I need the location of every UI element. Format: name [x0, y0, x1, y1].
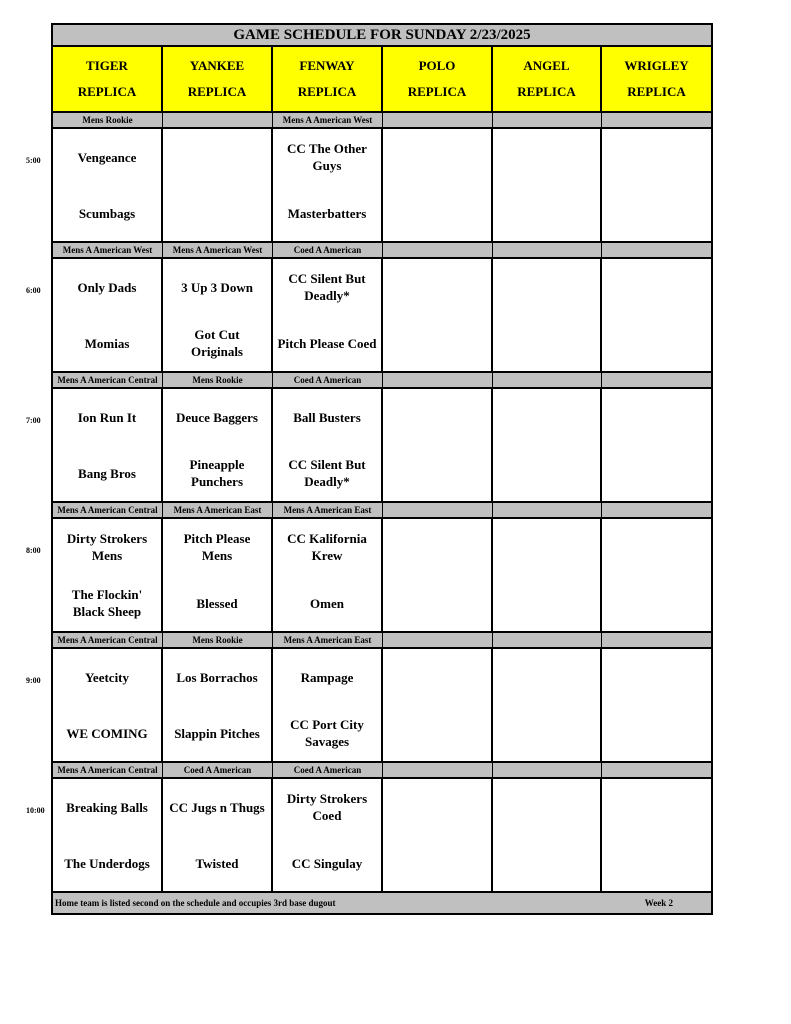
game-cell [383, 389, 493, 501]
time-label: 6:00 [26, 286, 41, 295]
division-label: Mens A American East [273, 633, 383, 647]
field-header-fenway [273, 47, 383, 111]
away-team: Yeetcity [84, 669, 130, 685]
field-subtitle: REPLICA [77, 84, 137, 100]
away-team [602, 129, 711, 185]
division-label [602, 243, 711, 257]
home-team [383, 705, 491, 761]
field-subtitle: REPLICA [517, 84, 576, 100]
game-cell [383, 649, 493, 761]
home-team: WE COMING [66, 725, 148, 741]
division-label [602, 373, 711, 387]
game-slot-row [51, 779, 713, 893]
game-cell [273, 129, 383, 241]
game-cell [602, 129, 711, 241]
away-team: 3 Up 3 Down [181, 279, 253, 295]
away-team [602, 389, 711, 445]
field-header-row [51, 47, 713, 113]
home-team: Bang Bros [78, 465, 136, 481]
game-cell [53, 129, 163, 241]
home-team: CC Port City Savages [290, 717, 364, 749]
division-label: Mens A American West [273, 113, 383, 127]
away-team [602, 779, 711, 835]
home-team: Pineapple Punchers [189, 457, 245, 489]
game-cell [602, 779, 711, 891]
field-header-yankee [163, 47, 273, 111]
away-team [383, 779, 491, 835]
game-cell [53, 649, 163, 761]
away-team: Only Dads [77, 279, 137, 295]
division-row [51, 763, 713, 779]
division-label [383, 633, 493, 647]
away-team [602, 649, 711, 705]
division-label: Coed A American [273, 763, 383, 777]
division-label: Mens Rookie [163, 633, 273, 647]
game-slot-row [51, 259, 713, 373]
field-name: TIGER [86, 57, 128, 73]
game-cell [602, 649, 711, 761]
division-label [163, 113, 273, 127]
game-cell [53, 519, 163, 631]
division-label [493, 503, 602, 517]
away-team: Breaking Balls [66, 799, 148, 815]
game-cell [493, 129, 602, 241]
home-team [602, 705, 711, 761]
home-team [383, 185, 491, 241]
away-team: Vengeance [77, 149, 137, 165]
schedule-title: GAME SCHEDULE FOR SUNDAY 2/23/2025 [51, 23, 713, 47]
division-label: Mens A American Central [53, 633, 163, 647]
game-cell [163, 129, 273, 241]
game-cell [273, 779, 383, 891]
away-team: Deuce Baggers [176, 409, 258, 425]
game-cell [383, 129, 493, 241]
away-team [163, 129, 271, 185]
home-team [602, 445, 711, 501]
time-label: 5:00 [26, 156, 41, 165]
game-cell [383, 259, 493, 371]
field-name: FENWAY [299, 57, 355, 73]
game-cell [493, 389, 602, 501]
away-team [383, 389, 491, 445]
away-team [493, 519, 600, 575]
game-cell [53, 259, 163, 371]
away-team [383, 519, 491, 575]
division-label: Mens A American East [163, 503, 273, 517]
field-subtitle: REPLICA [407, 84, 467, 100]
division-label [383, 113, 493, 127]
time-label: 10:00 [26, 806, 45, 815]
home-team [383, 445, 491, 501]
game-cell [493, 519, 602, 631]
division-row [51, 503, 713, 519]
away-team [493, 779, 600, 835]
home-team [602, 185, 711, 241]
home-team [602, 835, 711, 891]
field-header-polo [383, 47, 493, 111]
game-cell [273, 259, 383, 371]
home-team [163, 185, 271, 241]
away-team: Ion Run It [77, 409, 137, 425]
home-team: Masterbatters [287, 205, 367, 221]
home-team: The Underdogs [64, 855, 150, 871]
division-label: Coed A American [273, 243, 383, 257]
home-team: Momias [84, 335, 130, 351]
away-team [383, 129, 491, 185]
home-team: CC Singulay [291, 855, 363, 871]
away-team: CC Jugs n Thugs [169, 799, 265, 815]
game-slot-row [51, 649, 713, 763]
game-slot-row [51, 389, 713, 503]
home-team: CC Silent But Deadly* [288, 457, 366, 489]
game-cell [163, 389, 273, 501]
away-team: CC Kalifornia Krew [287, 531, 367, 563]
home-team [602, 315, 711, 371]
game-cell [273, 389, 383, 501]
division-label: Mens A American West [163, 243, 273, 257]
division-label: Mens A American East [273, 503, 383, 517]
time-label: 9:00 [26, 676, 41, 685]
home-team: Slappin Pitches [174, 725, 260, 741]
division-label [493, 113, 602, 127]
game-slot-row [51, 129, 713, 243]
division-label [383, 373, 493, 387]
away-team: Pitch Please Mens [183, 531, 251, 563]
division-label [602, 763, 711, 777]
field-name: ANGEL [523, 57, 570, 73]
schedule-footer [51, 893, 713, 915]
game-cell [493, 649, 602, 761]
away-team: CC Silent But Deadly* [288, 271, 366, 303]
division-label [602, 113, 711, 127]
home-team: Omen [310, 595, 344, 611]
game-cell [383, 779, 493, 891]
division-row [51, 243, 713, 259]
home-team [602, 575, 711, 631]
division-label [383, 763, 493, 777]
division-label [493, 763, 602, 777]
field-header-tiger [53, 47, 163, 111]
away-team [493, 129, 600, 185]
away-team: Dirty Strokers Mens [66, 531, 148, 563]
division-label [493, 373, 602, 387]
division-label [493, 243, 602, 257]
division-label: Mens A American Central [53, 763, 163, 777]
division-label: Mens A American Central [53, 373, 163, 387]
home-team [493, 835, 600, 891]
home-team [493, 575, 600, 631]
home-team: Got Cut Originals [190, 327, 243, 359]
division-label: Mens Rookie [163, 373, 273, 387]
home-team [493, 705, 600, 761]
field-subtitle: REPLICA [297, 84, 357, 100]
away-team [383, 259, 491, 315]
division-row [51, 113, 713, 129]
home-team: Pitch Please Coed [277, 335, 377, 351]
division-row [51, 633, 713, 649]
field-name: YANKEE [189, 57, 245, 73]
game-cell [493, 259, 602, 371]
division-label: Mens A American Central [53, 503, 163, 517]
away-team [602, 519, 711, 575]
field-header-wrigley [602, 47, 711, 111]
field-subtitle: REPLICA [627, 84, 686, 100]
division-label [602, 503, 711, 517]
division-label: Mens Rookie [53, 113, 163, 127]
field-name: POLO [418, 57, 456, 73]
away-team [493, 259, 600, 315]
game-cell [53, 779, 163, 891]
home-team: The Flockin' Black Sheep [71, 587, 143, 619]
away-team [602, 259, 711, 315]
game-cell [493, 779, 602, 891]
division-label: Mens A American West [53, 243, 163, 257]
home-team: Blessed [196, 595, 238, 611]
game-cell [602, 259, 711, 371]
game-cell [602, 389, 711, 501]
home-team [383, 835, 491, 891]
field-name: WRIGLEY [624, 57, 689, 73]
division-label [383, 243, 493, 257]
time-slots [51, 113, 713, 893]
away-team: Los Borrachos [176, 669, 258, 685]
away-team [493, 389, 600, 445]
division-row [51, 373, 713, 389]
home-team [493, 445, 600, 501]
game-slot-row [51, 519, 713, 633]
game-cell [383, 519, 493, 631]
field-header-angel [493, 47, 602, 111]
away-team: CC The Other Guys [287, 141, 367, 173]
game-cell [273, 519, 383, 631]
game-cell [273, 649, 383, 761]
away-team [493, 649, 600, 705]
home-team: Twisted [195, 855, 239, 871]
division-label [493, 633, 602, 647]
game-cell [53, 389, 163, 501]
division-label [383, 503, 493, 517]
away-team: Dirty Strokers Coed [286, 791, 368, 823]
away-team: Rampage [300, 669, 354, 685]
home-team [383, 575, 491, 631]
game-cell [163, 259, 273, 371]
home-team-note: Home team is listed second on the schedule and occupies 3rd base dugout [55, 898, 336, 908]
away-team: Ball Busters [293, 409, 361, 425]
home-team [493, 185, 600, 241]
week-label: Week 2 [644, 898, 673, 908]
time-label: 8:00 [26, 546, 41, 555]
home-team [493, 315, 600, 371]
game-cell [163, 649, 273, 761]
home-team: Scumbags [78, 205, 136, 221]
home-team [383, 315, 491, 371]
schedule-table [51, 23, 713, 915]
game-cell [163, 519, 273, 631]
game-cell [602, 519, 711, 631]
division-label: Coed A American [273, 373, 383, 387]
field-subtitle: REPLICA [187, 84, 247, 100]
division-label: Coed A American [163, 763, 273, 777]
time-label: 7:00 [26, 416, 41, 425]
game-cell [163, 779, 273, 891]
division-label [602, 633, 711, 647]
away-team [383, 649, 491, 705]
